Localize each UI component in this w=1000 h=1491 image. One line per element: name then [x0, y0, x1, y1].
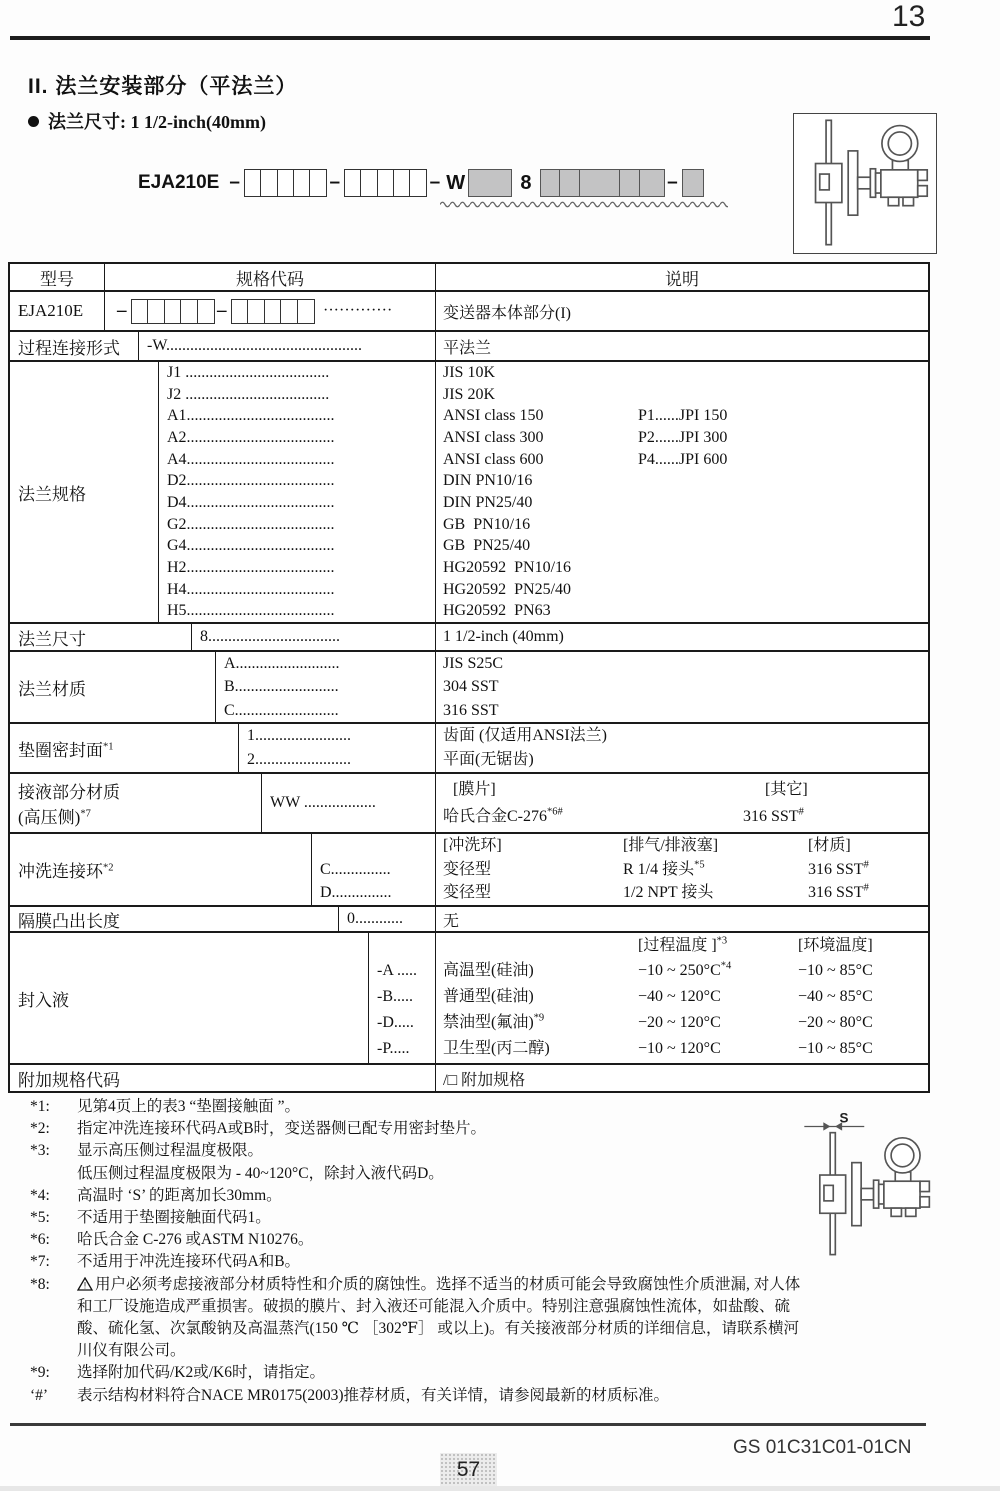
footnote: *4: 高温时 ‘S’ 的距离加长30mm。	[30, 1186, 282, 1204]
spec-table	[8, 262, 930, 1093]
footnote: *7: 不适用于冲洗连接环代码A和B。	[30, 1253, 301, 1271]
svg-text:!: !	[83, 1280, 87, 1291]
transmitter-diagram	[793, 113, 937, 254]
model-code-line: EJA210E – – – W 8 –	[138, 166, 702, 200]
footnote: *6: 哈氏合金 C-276 或ASTM N10276。	[30, 1231, 314, 1249]
gray-code-box-group	[540, 169, 664, 197]
footnote: 低压侧过程温度极限为 - 40~120°C，除封入液代码D。	[77, 1164, 444, 1182]
table-header-row	[10, 264, 928, 292]
bottom-page-number: 57	[440, 1453, 497, 1487]
model-letter-w: W	[446, 171, 466, 194]
table-row-flange-size: 法兰尺寸 8................................. 1 1/2-inch (40mm)	[10, 624, 928, 652]
table-row-diaphragm-extension: 隔膜凸出长度 0............ 无	[10, 907, 928, 933]
col-header-spec-code: 规格代码	[236, 269, 304, 289]
table-row-model: EJA210E – – ············· 变送器本体部分(I)	[10, 292, 928, 332]
section-heading: II. 法兰安装部分（平法兰）	[28, 75, 298, 98]
table-row-flange-material: 法兰材质 A.......................... B.......................... C.......................... JIS S25C 304 SST 316 SST	[10, 652, 928, 724]
footnote: *1: 见第4页上的表3 “垫圈接触面 ”。	[30, 1098, 301, 1115]
table-row-process-connection: 过程连接形式 -W................................................. 平法兰	[10, 332, 928, 362]
code-box-group-1	[244, 169, 326, 197]
doc-number: GS 01C31C01-01CN	[733, 1437, 912, 1458]
footnote: *9: 选择附加代码/K2或/K6时，请指定。	[30, 1364, 326, 1382]
footnote-warning: *8: ! 用户必须考虑接液部分材质特性和介质的腐蚀性。选择不适当的材质可能会导致腐蚀性介质泄漏, 对人体和工厂设施造成严重损害。破损的膜片、封入液还可能混入介质中。特别注意强腐蚀性流体，如盐酸、硫酸、硫化氢、次氯酸钠及高温蒸汽(150 ℃ ［302℉］ 或以上)。有关接液部分材质的详细信息，请联系横河川仪有限公司。	[30, 1275, 801, 1360]
gray-code-box	[468, 169, 512, 197]
model-prefix: EJA210E	[138, 172, 220, 193]
page-edge-shadow	[0, 1486, 1000, 1491]
model-row-boxes: – – ·············	[113, 299, 435, 324]
s-dimension-label: S	[839, 1112, 849, 1126]
transmitter-diagram-s-dimension	[798, 1112, 946, 1267]
footnote: *3: 显示高压侧过程温度极限。	[30, 1142, 264, 1160]
warning-triangle-icon	[77, 1277, 93, 1291]
table-row-flange-rating: 法兰规格 J1 .................................... J2 .................................... A1..................................... A2..................................... A4..................................... D2..................................... D4..................................... G2..................................... G4..................................... H2..................................... H4..................................... H5..................................... JIS 10K JIS 20K ANSI class 150 P1......JPI 150 ANSI class 300 P2......JPI 300 ANSI class 600 P4......JPI 600 DIN PN10/16 DIN PN25/40 GB PN10/16 GB PN25/40 HG20592 PN10/16 HG20592 PN25/40 HG20592 PN63	[10, 362, 928, 624]
table-row-flushing-ring: 冲洗连接环$^{*2}$ C............... D............... [冲洗环] [排气/排液塞] [材质] 变径型 R 1/4 接头$^{*5}$ 316 SST# 变径型 1/2 NPT 接头 316 SST#	[10, 834, 928, 907]
footnote: ‘#’ 表示结构材料符合NACE MR0175(2003)推荐材质，有关详情，请参阅最新的材质标准。	[30, 1386, 670, 1404]
footnote: *5: 不适用于垫圈接触面代码1。	[30, 1209, 271, 1227]
bottom-rule	[10, 1423, 926, 1426]
top-rule	[10, 36, 930, 40]
col-header-description: 说明	[435, 264, 928, 290]
table-row-optional-codes: 附加规格代码 /□ 附加规格	[10, 1065, 928, 1091]
code-box-group-2	[344, 169, 426, 197]
col-header-model: 型号	[10, 264, 105, 290]
flange-size-bullet	[28, 108, 266, 134]
table-row-wetted-parts-material: 接液部分材质 (高压侧)$^{*7}$ WW .................. [膜片] [其它] 哈氏合金$C-276^{*6\#}$ 316 SST#	[10, 774, 928, 834]
bullet-text: 法兰尺寸: 1 1/2-inch(40mm)	[48, 112, 266, 132]
table-row-fill-fluid: 封入液 -A ..... -B..... -D..... -P..... [过程温度 ]$^{*3}$ [环境温度] 高温型(硅油) −10 ~ $250^\circ C^{*4} -10$ ~ 85°C 普通型(硅油) −40 ~ 120°C −40 ~ 85°C 禁油型(氟油)$^{*9}$ −20 ~ 120°C −20 ~ 80°C 卫生型(丙二醇) −10 ~ 120°C −10 ~ 85°C	[10, 933, 928, 1065]
top-page-number: 13	[892, 0, 926, 33]
gray-code-box-suffix	[682, 169, 704, 197]
footnote: *2: 指定冲洗连接环代码A或B时，变送器侧已配专用密封垫片。	[30, 1120, 487, 1138]
table-row-gasket-contact-surface: 垫圈密封面$^{*1}$ 1........................ 2........................ 齿面 (仅适用ANSI法兰) 平面(无锯齿)	[10, 724, 928, 774]
wavy-underline	[440, 199, 728, 208]
footnotes	[30, 1096, 802, 1407]
model-digit-8: 8	[520, 171, 532, 194]
bullet-icon	[28, 116, 39, 127]
